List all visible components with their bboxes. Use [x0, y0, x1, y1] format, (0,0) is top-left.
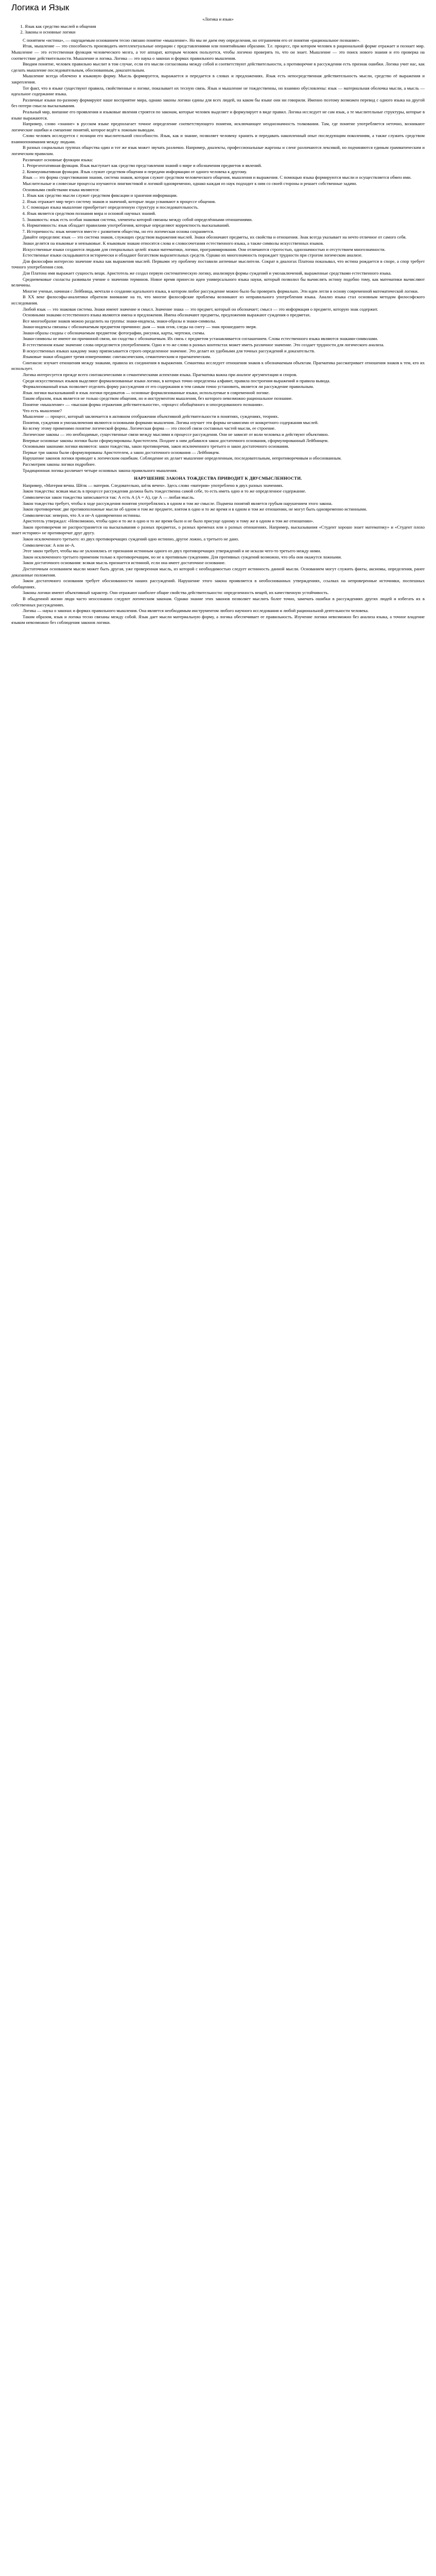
paragraph: В искусственных языках каждому знаку приписывается строго определенное значение. Это делает их удобными для точных рассуждений и доказательств.: [23, 348, 315, 353]
toc-item: 2. Законы и основные логики: [25, 29, 425, 36]
paragraph: Реальный мир, внешние его проявления и языковые явления строятся по законам, которые человек выделяет и формулирует в виде правил. Логика исследует не сам язык, а те мыслительные структуры, которые в языке выражаются.: [11, 109, 425, 121]
paragraph: Синтаксис изучает отношения между знаками, правила их соединения в выражения. Семантика исследует отношения знаков к обозначаемым объектам. Прагматика рассматривает отношения знаков к тем, кто их использует.: [11, 360, 425, 371]
paragraph: Основными законами логики являются: закон тождества, закон противоречия, закон исключенного третьего и закон достаточного основания.: [23, 444, 289, 449]
list-item: 2. Язык отражает мир через систему знаков и значений, которые люди усваивают в процессе общения.: [27, 199, 425, 205]
paragraph: Законы логики имеют объективный характер. Они отражают наиболее общие свойства действительности: определенность вещей, их качественную устойчивость.: [23, 590, 329, 596]
paragraph: Закон тождества: всякая мысль в процессе рассуждения должна быть тождественна самой себе, то есть иметь одно и то же определенное содержание.: [23, 488, 306, 494]
paragraph: Основными знаками естественного языка являются имена и предложения. Имена обозначают предметы, предложения выражают суждения о предметах.: [23, 312, 311, 318]
paragraph: Логические законы — это необходимые, существенные связи между мыслями в процессе рассуждения. Они не зависят от воли человека и действуют объективно.: [23, 431, 329, 437]
list-item: 2. Коммуникативная функция. Язык служит средством общения и передачи информации от одного человека к другому.: [27, 169, 425, 175]
document-body: [11, 38, 425, 626]
paragraph: Закон исключенного третьего: из двух противоречащих суждений одно истинно, другое ложно, а третьего не дано.: [23, 536, 239, 542]
paragraph: Логика интересуется прежде всего синтаксическими и семантическими аспектами языка. Прагматика важна при анализе аргументации и споров.: [23, 372, 298, 378]
paragraph: Многие ученые, начиная с Лейбница, мечтали о создании идеального языка, в котором любое рассуждение можно было бы проверить формально. Эти идеи легли в основу современной математической логики.: [23, 288, 418, 294]
paragraph: Мышление — процесс, который заключается в активном отображении объективной действительности в понятиях, суждениях, теориях.: [23, 414, 279, 419]
paragraph: Понятие «мышление» — «высшая форма отражения действительности», «процесс обобщённого и опосредованного познания».: [23, 402, 264, 407]
paragraph: Символически закон тождества записывается так: А есть А (А = А), где А — любая мысль.: [23, 494, 195, 500]
paragraph: Закон достаточного основания требует обоснованности наших рассуждений. Нарушение этого закона проявляется в необоснованных утверждениях, ссылках на непроверенные источники, поспешных обобщениях.: [11, 578, 425, 589]
paragraph: Таким образом, язык и логика тесно связаны между собой. Язык дает мысли материальную форму, а логика обеспечивает ее правильность. Изучение логики невозможно без анализа языка, а точное владение языком невозможно без соблюдения законов логики.: [11, 614, 425, 625]
table-of-contents: [11, 24, 425, 36]
paragraph: В обыденной жизни люди часто неосознанно следуют логическим законам. Однако знание этих законов позволяет мыслить более точно, замечать ошибки в рассуждениях других людей и избегать их в собственных рассуждениях.: [11, 596, 425, 607]
toc-item: 1. Язык как средство мыслей и общения: [25, 24, 425, 30]
list-item: 7. Историчность: язык меняется вместе с развитием общества, но его логическая основа сохраняется.: [27, 229, 425, 235]
paragraph: Достаточным основанием мысли может быть другая, уже проверенная мысль, из которой с необходимостью следует истинность данной мысли. Основанием могут служить факты, аксиомы, определения, ранее доказанные положения.: [11, 566, 425, 578]
paragraph: Язык логики высказываний и язык логики предикатов — основные формализованные языки, используемые в современной логике.: [23, 389, 270, 395]
numbered-list: [11, 163, 425, 175]
paragraph: Что есть мышление?: [23, 408, 62, 413]
paragraph: Искусственные языки создаются людьми для специальных целей: языки математики, логики, программирования. Они отличаются строгостью, однозначностью и отсутствием многозначности.: [23, 246, 386, 252]
paragraph: Для философии интересно значение языка как выражения мыслей. Первыми эту проблему поставили античные мыслители. Сократ в диалогах Платона показывал, что истина рождается в споре, а спор требует точного употребления слов.: [11, 258, 425, 270]
paragraph: В разных социальных группах общества один и тот же язык может звучать различно. Например, диалекты, профессиональные жаргоны и сленг различаются лексикой, но подчиняются единым грамматическим и логическим правилам.: [11, 145, 425, 157]
paragraph: Логика — наука о законах и формах правильного мышления. Она является необходимым инструментом любого научного исследования и любой рациональной деятельности человека.: [23, 608, 369, 614]
paragraph: Мышление всегда облечено в языковую форму. Мысль формируется, выражается и передается в словах и предложениях. Язык есть непосредственная действительность мысли, средство её выражения и закрепления.: [11, 73, 425, 84]
paragraph: В естественном языке значение слова определяется употреблением. Одно и то же слово в разных контекстах может иметь различное значение. Это создает трудности для логического анализа.: [23, 342, 385, 348]
paragraph: Рассмотрим законы логики подробнее.: [23, 461, 96, 467]
paragraph: Впервые основные законы логики были сформулированы Аристотелем. Позднее к ним добавился закон достаточного основания, сформулированный Лейбницем.: [23, 437, 329, 443]
section-heading: НАРУШЕНИЕ ЗАКОНА ТОЖДЕСТВА ПРИВОДИТ К ДВУСМЫСЛЕННОСТИ.: [134, 476, 302, 481]
list-item: 6. Нормативность: язык обладает правилами употребления, которые определяют корректность высказываний.: [27, 223, 425, 229]
paragraph: Среди искусственных языков выделяют формализованные языки логики, в которых точно определены алфавит, правила построения выражений и правила вывода.: [23, 378, 330, 383]
paragraph: Закон противоречия не распространяется на высказывания о разных предметах, о разных временах или о разных отношениях. Например, высказывания «Студент хорошо знает математику» и «Студент плохо знает историю» не противоречат друг другу.: [11, 524, 425, 536]
paragraph: Таким образом, язык является не только средством общения, но и инструментом мышления, без которого невозможно рациональное познание.: [23, 396, 293, 401]
paragraph: Знаки делятся на языковые и неязыковые. К языковым знакам относятся слова и словосочетания естественного языка, а также символы искусственных языков.: [23, 240, 324, 246]
paragraph: Закон исключенного третьего применим только к противоречащим, но не к противным суждениям. Для противных суждений возможно, что оба они окажутся ложными.: [23, 554, 342, 560]
paragraph: Естественные языки складываются исторически и обладают богатством выразительных средств. Однако их многозначность порождает трудности при строгом логическом анализе.: [23, 252, 363, 258]
paragraph: Ко всему этому применимо понятие логической формы. Логическая форма — это способ связи составных частей мысли, ее строение.: [23, 426, 276, 431]
paragraph: Любой язык — это знаковая система. Знаки имеют значение и смысл. Значение знака — это предмет, который он обозначает; смысл — это информация о предмете, которую знак содержит.: [23, 306, 378, 312]
paragraph: Например, «Материя вечна. Шёлк — материя. Следовательно, шёлк вечен». Здесь слово «материя» употреблено в двух разных значениях.: [23, 482, 284, 488]
paragraph: Знаки-образы сходны с обозначаемым предметом: фотографии, рисунки, карты, чертежи, схемы.: [23, 330, 205, 335]
paragraph: Закон противоречия: две противоположные мысли об одном и том же предмете, взятом в одно и то же время и в одном и том же отношении, не могут быть одновременно истинными.: [23, 506, 368, 512]
paragraph: Этот закон требует, чтобы мы не уклонялись от признания истинным одного из двух противоречащих утверждений и не искали чего-то третьего между ними.: [23, 548, 321, 554]
list-item: 1. Язык как средство мысли служит средством фиксации и хранения информации.: [27, 193, 425, 199]
paragraph: Итак, мышление — это способность производить интеллектуальные операции с представлениями или понятийными образами. Т.е. процесс, при котором человек в рациональной форме отражает и познает мир. Мышление — это естественная функция человеческого мозга, а тот аппарат, которым человек пользуется, чтобы логично проверять то, что он знает. Мышление — это поиск нового знания и его проверка на соответствие действительности. Мышление и логика. Логика — это наука о законах и формах правильного мышления.: [11, 43, 425, 61]
paragraph: Формализованный язык позволяет отделить форму рассуждения от его содержания и тем самым точно установить, является ли рассуждение правильным.: [23, 384, 314, 389]
page-title: Логика и Язык: [11, 3, 69, 12]
paragraph: Символически: неверно, что А и не-А одновременно истинны.: [23, 512, 141, 518]
paragraph: Слово человек исследуется с позиции его мыслительной способности. Язык, как и знание, позволяет человеку хранить и передавать накопленный опыт последующим поколениям, а также служить средством взаимопонимания между людьми.: [11, 133, 425, 144]
paragraph: Вводим понятие, человек правильно мыслит в том случае, если его мысли согласованы между собой и соответствуют действительности, а противоречие в рассуждении есть признак ошибки. Логика учит нас, как сделать мышление последовательным, обоснованным, доказательным.: [11, 61, 425, 73]
paragraph: Закон тождества требует, чтобы в ходе рассуждения понятия употреблялись в одном и том же смысле. Подмена понятий является грубым нарушением этого закона.: [23, 500, 333, 506]
list-item: 1. Репрезентативная функция. Язык выступает как средство представления знаний о мире и обозначения предметов и явлений.: [27, 163, 425, 169]
paragraph: Язык — это форма существования знания, система знаков, которая служит средством человеческого общения, мышления и выражения. С помощью языка формируются мысли и осуществляется обмен ими.: [23, 175, 412, 180]
paragraph: Языковые знаки обладают тремя измерениями: синтаксическим, семантическим и прагматическим.: [23, 354, 211, 360]
document-subtitle: «Логика и язык»: [202, 16, 234, 22]
paragraph: Тот факт, что в языке существуют правила, свойственные и логике, показывает их тесную связь. Язык и мышление не тождественны, но взаимно обусловлены: язык — материальная оболочка мысли, а мысль — идеальное содержание языка.: [11, 85, 425, 97]
paragraph: Основными свойствами языка являются:: [23, 187, 100, 192]
paragraph: Например, слово «знание» в русском языке предполагает точное определение соответствующего понятия, исключающее неоднозначность толкования. Там, где понятие употребляется неточно, возникают логические ошибки и смешение понятий, которое ведёт к ложным выводам.: [11, 121, 425, 132]
paragraph: С понятием «истина», — ощущаемым основанием тесно связано понятие «мышление». Но мы не даем ему определения, но отграничим его от понятия «рациональное познание».: [23, 37, 361, 43]
paragraph: Традиционная логика различает четыре основных закона правильного мышления.: [23, 467, 178, 473]
paragraph: Давайте определим: язык — это система знаков, служащих средством выражения мыслей. Знаки обозначают предметы, их свойства и отношения. Знак всегда указывает на нечто отличное от самого себя.: [23, 234, 407, 240]
paragraph: Символически: А или не-А.: [23, 542, 75, 548]
paragraph: В XX веке философы-аналитики обратили внимание на то, что многие философские проблемы возникают из неправильного употребления языка. Анализ языка стал основным методом философского исследования.: [11, 294, 425, 306]
paragraph: Закон достаточного основания: всякая мысль признается истинной, если она имеет достаточное основание.: [23, 560, 226, 566]
paragraph: Различные языки по-разному формируют наше восприятие мира, однако законы логики едины для всех людей, на каком бы языке они ни говорили. Именно поэтому возможен перевод с одного языка на другой без потери смысла высказывания.: [11, 97, 425, 109]
paragraph: Знаки-символы не имеют ни причинной связи, ни сходства с обозначаемым. Их связь с предметом устанавливается соглашением. Слова естественного языка являются знаками-символами.: [23, 336, 378, 342]
list-item: 3. С помощью языка мышление приобретает определенную структуру и последовательность.: [27, 205, 425, 211]
paragraph: Различают основные функции языка:: [23, 157, 93, 162]
paragraph: Аристотель утверждал: «Невозможно, чтобы одно и то же в одно и то же время было и не было присуще одному и тому же в одном и том же отношении».: [23, 518, 314, 524]
list-item: 4. Язык является средством познания мира и основой научных знаний.: [27, 211, 425, 217]
paragraph: Понятия, суждения и умозаключения являются основными формами мышления. Логика изучает эти формы независимо от конкретного содержания мыслей.: [23, 419, 319, 425]
paragraph: Мыслительные и словесные процессы изучаются лингвистикой и логикой одновременно, однако каждая из наук подходит к ним со своей стороны и решает собственные задачи.: [23, 181, 357, 187]
paragraph: Все многообразие знаков можно разделить на группы: знаки-индексы, знаки-образы и знаки-символы.: [23, 318, 216, 324]
numbered-list: [11, 193, 425, 234]
paragraph: Средневековые схоласты развивали учение о значении терминов. Новое время принесло идеи универсального языка науки, который позволил бы вычислять истину подобно тому, как математики вычисляют величины.: [11, 276, 425, 288]
list-item: 5. Знаковость: язык есть особая знаковая система, элементы которой связаны между собой определёнными отношениями.: [27, 217, 425, 223]
document-page: [0, 0, 436, 634]
paragraph: Для Платона имя выражает сущность вещи. Аристотель же создал первую систематическую логику, анализируя формы суждений и умозаключений, выраженные средствами естественного языка.: [23, 270, 392, 276]
paragraph: Нарушение законов логики приводит к логическим ошибкам. Соблюдение их делает мышление определенным, последовательным, непротиворечивым и обоснованным.: [23, 455, 342, 461]
paragraph: Знаки-индексы связаны с обозначаемым предметом причинно: дым — знак огня, следы на снегу — знак прошедшего зверя.: [23, 324, 257, 330]
paragraph: Первые три закона были сформулированы Аристотелем, а закон достаточного основания — Лейбницем.: [23, 449, 220, 455]
